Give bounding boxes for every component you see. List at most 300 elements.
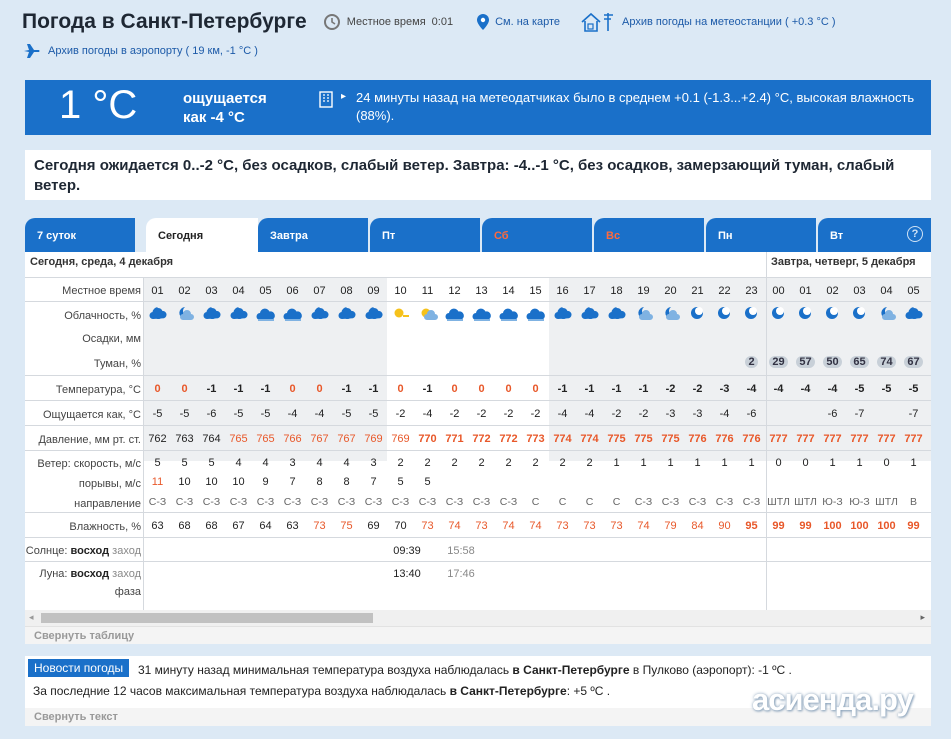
- table-cell: 1: [613, 457, 620, 469]
- table-cell: 02: [178, 285, 191, 297]
- table-cell: 770: [418, 433, 437, 445]
- table-cell: 2: [451, 457, 458, 469]
- moonrise-time: 13:40: [393, 568, 421, 580]
- table-cell: 2: [532, 457, 539, 469]
- table-cell: 776: [688, 433, 707, 445]
- table-cell: 777: [877, 433, 896, 445]
- table-cell: 12: [448, 285, 461, 297]
- night-partly-icon: [873, 305, 900, 324]
- collapse-table-link[interactable]: Свернуть таблицу: [25, 626, 931, 644]
- table-cell: -1: [260, 383, 271, 395]
- table-cell: -5: [152, 408, 163, 420]
- table-cell: -5: [341, 408, 352, 420]
- table-cell: 63: [286, 520, 299, 532]
- night-cloud-icon: [603, 305, 630, 324]
- table-cell: 99: [907, 520, 920, 532]
- moonset-time: 17:46: [447, 568, 475, 580]
- table-cell: -2: [638, 408, 649, 420]
- table-cell: -4: [773, 383, 784, 395]
- row-label: Влажность, %: [69, 521, 141, 533]
- table-cell: 0: [289, 383, 296, 395]
- table-cell: 1: [694, 457, 701, 469]
- night-partly-icon: [630, 305, 657, 324]
- label-text: заход: [112, 545, 141, 557]
- station-link-label[interactable]: Архив погоды на метеостанции ( +0.3 °C ): [622, 16, 836, 28]
- table-cell: [873, 356, 900, 368]
- table-cell: 762: [148, 433, 167, 445]
- table-cell: Ю-З: [822, 496, 843, 508]
- fog-badge: 29: [769, 356, 787, 368]
- airplane-icon: [24, 44, 40, 58]
- table-cell: 04: [232, 285, 245, 297]
- table-cell: -4: [287, 408, 298, 420]
- table-cell: 774: [580, 433, 599, 445]
- table-cell: 4: [262, 457, 269, 469]
- overcast-icon: [468, 305, 495, 324]
- night-cloud-icon: [144, 305, 171, 324]
- table-cell: -2: [530, 408, 541, 420]
- table-cell: 777: [796, 433, 815, 445]
- table-cell: 4: [235, 457, 242, 469]
- wind-row: [25, 450, 931, 512]
- table-cell: 5: [424, 476, 431, 488]
- table-cell: 70: [394, 520, 407, 532]
- moon-icon: [846, 305, 873, 324]
- table-cell: 0: [883, 457, 890, 469]
- table-cell: 22: [718, 285, 731, 297]
- table-cell: С-З: [148, 496, 167, 508]
- night-cloud-icon: [225, 305, 252, 324]
- row-label: Давление, мм рт. ст.: [38, 434, 141, 446]
- tab-label: Вт: [830, 230, 844, 242]
- help-icon[interactable]: ?: [907, 226, 923, 242]
- table-cell: 64: [259, 520, 272, 532]
- table-cell: -6: [827, 408, 838, 420]
- table-cell: 73: [556, 520, 569, 532]
- sun-label: [26, 545, 141, 557]
- tab-7days[interactable]: [25, 218, 135, 252]
- humidity-row: [25, 512, 931, 537]
- table-cell: -6: [206, 408, 217, 420]
- fog-badge: 67: [904, 356, 922, 368]
- table-cell: -2: [449, 408, 460, 420]
- clock-icon: [323, 13, 341, 31]
- table-cell: 777: [904, 433, 923, 445]
- table-cell: 03: [205, 285, 218, 297]
- day-tabs: [25, 218, 931, 252]
- table-cell: 100: [877, 520, 896, 532]
- table-cell: С-З: [634, 496, 653, 508]
- feels-like-line1: ощущается: [183, 90, 267, 107]
- page-header: [22, 10, 836, 34]
- tab-label: Завтра: [270, 230, 308, 242]
- table-cell: 1: [829, 457, 836, 469]
- table-cell: 79: [664, 520, 677, 532]
- weather-station-icon: [580, 11, 618, 33]
- table-cell: 04: [880, 285, 893, 297]
- table-cell: ШТЛ: [794, 496, 817, 508]
- table-cell: 0: [397, 383, 404, 395]
- table-cell: -4: [719, 408, 730, 420]
- map-link[interactable]: [477, 14, 560, 30]
- table-cell: 69: [367, 520, 380, 532]
- tab-mon[interactable]: [706, 218, 816, 252]
- table-cell: 8: [343, 476, 350, 488]
- night-partly-icon: [171, 305, 198, 324]
- table-cell: С-З: [256, 496, 275, 508]
- airport-link-label[interactable]: Архив погоды в аэропорту ( 19 км, -1 °C ): [48, 45, 258, 57]
- table-cell: 0: [775, 457, 782, 469]
- row-label: Ветер: скорость, м/с: [37, 458, 141, 470]
- tab-label: Пн: [718, 230, 733, 242]
- table-cell: В: [909, 496, 917, 508]
- overcast-icon: [279, 305, 306, 324]
- scroll-right-icon[interactable]: ▸: [920, 612, 925, 622]
- overcast-icon: [495, 305, 522, 324]
- table-cell: С: [558, 496, 567, 508]
- table-cell: -2: [503, 408, 514, 420]
- table-cell: 775: [661, 433, 680, 445]
- table-cell: 09: [367, 285, 380, 297]
- table-cell: 99: [799, 520, 812, 532]
- table-cell: 0: [532, 383, 539, 395]
- horizontal-scrollbar[interactable]: [25, 610, 931, 626]
- table-cell: -4: [746, 383, 757, 395]
- row-label: Туман, %: [93, 358, 141, 370]
- tab-today[interactable]: [146, 218, 258, 252]
- tab-sun[interactable]: [594, 218, 704, 252]
- tab-label: Пт: [382, 230, 396, 242]
- airport-link[interactable]: [24, 44, 258, 58]
- table-cell: -5: [179, 408, 190, 420]
- night-cloud-icon: [333, 305, 360, 324]
- table-cell: 08: [340, 285, 353, 297]
- table-cell: 67: [232, 520, 245, 532]
- table-cell: -5: [908, 383, 919, 395]
- table-cell: 765: [256, 433, 275, 445]
- table-cell: -7: [908, 408, 919, 420]
- table-cell: С: [585, 496, 594, 508]
- night-cloud-icon: [900, 305, 927, 324]
- table-cell: -5: [368, 408, 379, 420]
- day2-header: Завтра, четверг, 5 декабря: [771, 256, 916, 268]
- current-temperature: 1 °C: [59, 83, 138, 127]
- news-text: в Пулково (аэропорт): -1 ºC .: [629, 663, 792, 677]
- table-cell: -3: [692, 408, 703, 420]
- table-cell: [900, 356, 927, 368]
- fog-badge: 65: [850, 356, 868, 368]
- night-cloud-icon: [576, 305, 603, 324]
- table-cell: 63: [151, 520, 164, 532]
- map-link-label[interactable]: См. на карте: [495, 16, 561, 28]
- table-cell: 00: [772, 285, 785, 297]
- table-cell: 775: [634, 433, 653, 445]
- table-cell: С-З: [445, 496, 464, 508]
- table-cell: ШТЛ: [875, 496, 898, 508]
- table-cell: -4: [584, 408, 595, 420]
- label-text: заход: [112, 568, 141, 580]
- table-cell: -3: [719, 383, 730, 395]
- night-cloud-icon: [549, 305, 576, 324]
- sunrise-time: 09:39: [393, 545, 421, 557]
- local-time-label: Местное время: [346, 16, 426, 28]
- current-weather-panel: [25, 80, 931, 135]
- table-cell: 766: [283, 433, 302, 445]
- scroll-left-icon[interactable]: ◂: [29, 612, 34, 622]
- sun-row: [25, 537, 931, 561]
- table-cell: -4: [800, 383, 811, 395]
- news-text: За последние 12 часов максимальная температура воздуха наблюдалась: [33, 684, 450, 698]
- moon-icon: [711, 305, 738, 324]
- table-cell: 1: [640, 457, 647, 469]
- row-label: Местное время: [62, 285, 141, 297]
- table-cell: -1: [206, 383, 217, 395]
- table-cell: 7: [370, 476, 377, 488]
- label-text: Солнце:: [25, 545, 68, 557]
- tab-sat[interactable]: [482, 218, 592, 252]
- table-cell: 2: [505, 457, 512, 469]
- table-cell: С: [612, 496, 621, 508]
- table-cell: 0: [181, 383, 188, 395]
- overcast-icon: [252, 305, 279, 324]
- table-cell: 1: [748, 457, 755, 469]
- table-cell: 2: [397, 457, 404, 469]
- table-cell: 5: [397, 476, 404, 488]
- table-cell: С-З: [499, 496, 518, 508]
- table-cell: 02: [826, 285, 839, 297]
- table-cell: -5: [854, 383, 865, 395]
- table-cell: 773: [526, 433, 545, 445]
- table-cell: 07: [313, 285, 326, 297]
- local-time-value: 0:01: [431, 16, 454, 28]
- table-cell: -1: [638, 383, 649, 395]
- table-cell: 01: [799, 285, 812, 297]
- label-text: восход: [70, 568, 110, 580]
- table-cell: 0: [802, 457, 809, 469]
- table-cell: -2: [611, 408, 622, 420]
- temperature-row: [25, 375, 931, 400]
- table-cell: С-З: [472, 496, 491, 508]
- table-cell: 20: [664, 285, 677, 297]
- station-link[interactable]: [580, 11, 836, 33]
- forecast-summary: Сегодня ожидается 0..-2 °C, без осадков, слабый ветер. Завтра: -4..-1 °C, без осадков, замерзающий туман, слабый ветер.: [25, 150, 931, 200]
- tab-tomorrow[interactable]: [258, 218, 368, 252]
- row-label: Ощущается как, °C: [42, 409, 141, 421]
- table-cell: 5: [181, 457, 188, 469]
- night-cloud-icon: [360, 305, 387, 324]
- moon-label: [39, 568, 141, 580]
- table-cell: 772: [499, 433, 518, 445]
- table-cell: 767: [337, 433, 356, 445]
- table-cell: С-З: [337, 496, 356, 508]
- table-cell: 13: [475, 285, 488, 297]
- table-cell: 74: [448, 520, 461, 532]
- news-badge: Новости погоды: [28, 659, 129, 677]
- table-cell: -4: [827, 383, 838, 395]
- fog-row: [25, 351, 931, 375]
- table-cell: -5: [233, 408, 244, 420]
- local-time: [323, 13, 453, 31]
- moon-phase-icon: [448, 586, 475, 609]
- fog-badge: 2: [745, 356, 757, 368]
- building-icon: [318, 90, 334, 113]
- table-cell: 4: [343, 457, 350, 469]
- table-cell: [792, 356, 819, 368]
- table-cell: 0: [154, 383, 161, 395]
- tab-label: Сб: [494, 230, 509, 242]
- table-cell: С-З: [688, 496, 707, 508]
- table-cell: 10: [178, 476, 191, 488]
- table-cell: 775: [607, 433, 626, 445]
- tab-tue[interactable]: [818, 218, 931, 252]
- table-cell: С-З: [391, 496, 410, 508]
- table-cell: 84: [691, 520, 704, 532]
- table-cell: ШТЛ: [767, 496, 790, 508]
- table-cell: 74: [529, 520, 542, 532]
- table-cell: 0: [505, 383, 512, 395]
- cloud-row: [25, 301, 931, 326]
- table-cell: 73: [313, 520, 326, 532]
- table-cell: С-З: [364, 496, 383, 508]
- time-row: [25, 277, 931, 301]
- news-text: 31 минуту назад минимальная температура воздуха наблюдалась: [138, 663, 513, 677]
- label-text: Луна:: [39, 568, 68, 580]
- tab-label: 7 суток: [37, 230, 77, 242]
- sun-icon: [387, 305, 414, 324]
- table-cell: [738, 356, 765, 368]
- table-cell: 3: [370, 457, 377, 469]
- table-cell: 2: [586, 457, 593, 469]
- table-cell: 73: [583, 520, 596, 532]
- moon-icon: [738, 305, 765, 324]
- row-label: Облачность, %: [64, 310, 141, 322]
- table-cell: -2: [692, 383, 703, 395]
- table-cell: [819, 356, 846, 368]
- table-cell: 95: [745, 520, 758, 532]
- table-cell: 68: [205, 520, 218, 532]
- table-cell: 1: [721, 457, 728, 469]
- table-cell: 68: [178, 520, 191, 532]
- table-cell: 10: [205, 476, 218, 488]
- table-cell: 771: [445, 433, 464, 445]
- table-cell: 7: [289, 476, 296, 488]
- table-cell: 11: [421, 285, 434, 297]
- table-cell: -7: [854, 408, 865, 420]
- table-cell: 17: [583, 285, 596, 297]
- tab-label: Вс: [606, 230, 621, 242]
- table-cell: 774: [553, 433, 572, 445]
- table-cell: 3: [289, 457, 296, 469]
- table-cell: С-З: [229, 496, 248, 508]
- fog-badge: 50: [823, 356, 841, 368]
- table-cell: 05: [907, 285, 920, 297]
- scrollbar-thumb[interactable]: [41, 613, 373, 623]
- news-city: в Санкт-Петербурге: [449, 684, 567, 698]
- precip-row: [25, 326, 931, 351]
- table-cell: [846, 356, 873, 368]
- table-cell: 75: [340, 520, 353, 532]
- news-text: : +5 ºC .: [566, 684, 611, 698]
- moon-icon: [765, 305, 792, 324]
- feels-like-row: [25, 400, 931, 425]
- table-cell: 5: [154, 457, 161, 469]
- table-cell: С-З: [418, 496, 437, 508]
- table-cell: С-З: [310, 496, 329, 508]
- table-cell: 74: [637, 520, 650, 532]
- table-cell: 769: [364, 433, 383, 445]
- table-cell: -1: [557, 383, 568, 395]
- tab-label: Сегодня: [158, 230, 204, 242]
- table-cell: -1: [611, 383, 622, 395]
- news-city: в Санкт-Петербурге: [512, 663, 630, 677]
- table-cell: -1: [584, 383, 595, 395]
- table-cell: 23: [745, 285, 758, 297]
- fog-badge: 57: [796, 356, 814, 368]
- table-cell: 73: [610, 520, 623, 532]
- overcast-icon: [441, 305, 468, 324]
- table-cell: 764: [202, 433, 221, 445]
- table-cell: 18: [610, 285, 623, 297]
- table-cell: -6: [746, 408, 757, 420]
- moon-icon: [684, 305, 711, 324]
- table-cell: 2: [559, 457, 566, 469]
- table-cell: -4: [557, 408, 568, 420]
- table-cell: -2: [395, 408, 406, 420]
- table-cell: 10: [394, 285, 407, 297]
- table-cell: 100: [823, 520, 842, 532]
- table-cell: 73: [421, 520, 434, 532]
- table-cell: -5: [260, 408, 271, 420]
- table-cell: 99: [772, 520, 785, 532]
- row-label: Температура, °C: [55, 384, 141, 396]
- table-cell: С-З: [715, 496, 734, 508]
- table-cell: 19: [637, 285, 650, 297]
- table-cell: 767: [310, 433, 329, 445]
- table-cell: Ю-З: [849, 496, 870, 508]
- news-line-2: [33, 684, 610, 698]
- table-cell: 16: [556, 285, 569, 297]
- table-cell: 11: [151, 476, 164, 488]
- collapse-text-link[interactable]: Свернуть текст: [25, 708, 931, 726]
- table-cell: 0: [316, 383, 323, 395]
- sun-cloud-icon: [414, 305, 441, 324]
- table-cell: С-З: [175, 496, 194, 508]
- table-cell: 0: [478, 383, 485, 395]
- overcast-icon: [522, 305, 549, 324]
- table-cell: -1: [233, 383, 244, 395]
- tab-fri[interactable]: [370, 218, 480, 252]
- map-pin-icon: [477, 14, 489, 30]
- table-cell: -4: [422, 408, 433, 420]
- table-cell: 776: [715, 433, 734, 445]
- phase-label: фаза: [114, 586, 141, 598]
- table-cell: -3: [665, 408, 676, 420]
- table-cell: 776: [742, 433, 761, 445]
- table-cell: 763: [175, 433, 194, 445]
- table-cell: 777: [769, 433, 788, 445]
- feels-like: [183, 89, 267, 127]
- table-cell: 100: [850, 520, 869, 532]
- table-cell: 90: [718, 520, 731, 532]
- table-cell: 5: [208, 457, 215, 469]
- table-cell: 2: [424, 457, 431, 469]
- table-cell: 4: [316, 457, 323, 469]
- table-cell: С: [531, 496, 540, 508]
- moon-icon: [792, 305, 819, 324]
- night-cloud-icon: [198, 305, 225, 324]
- night-cloud-icon: [306, 305, 333, 324]
- table-cell: 1: [910, 457, 917, 469]
